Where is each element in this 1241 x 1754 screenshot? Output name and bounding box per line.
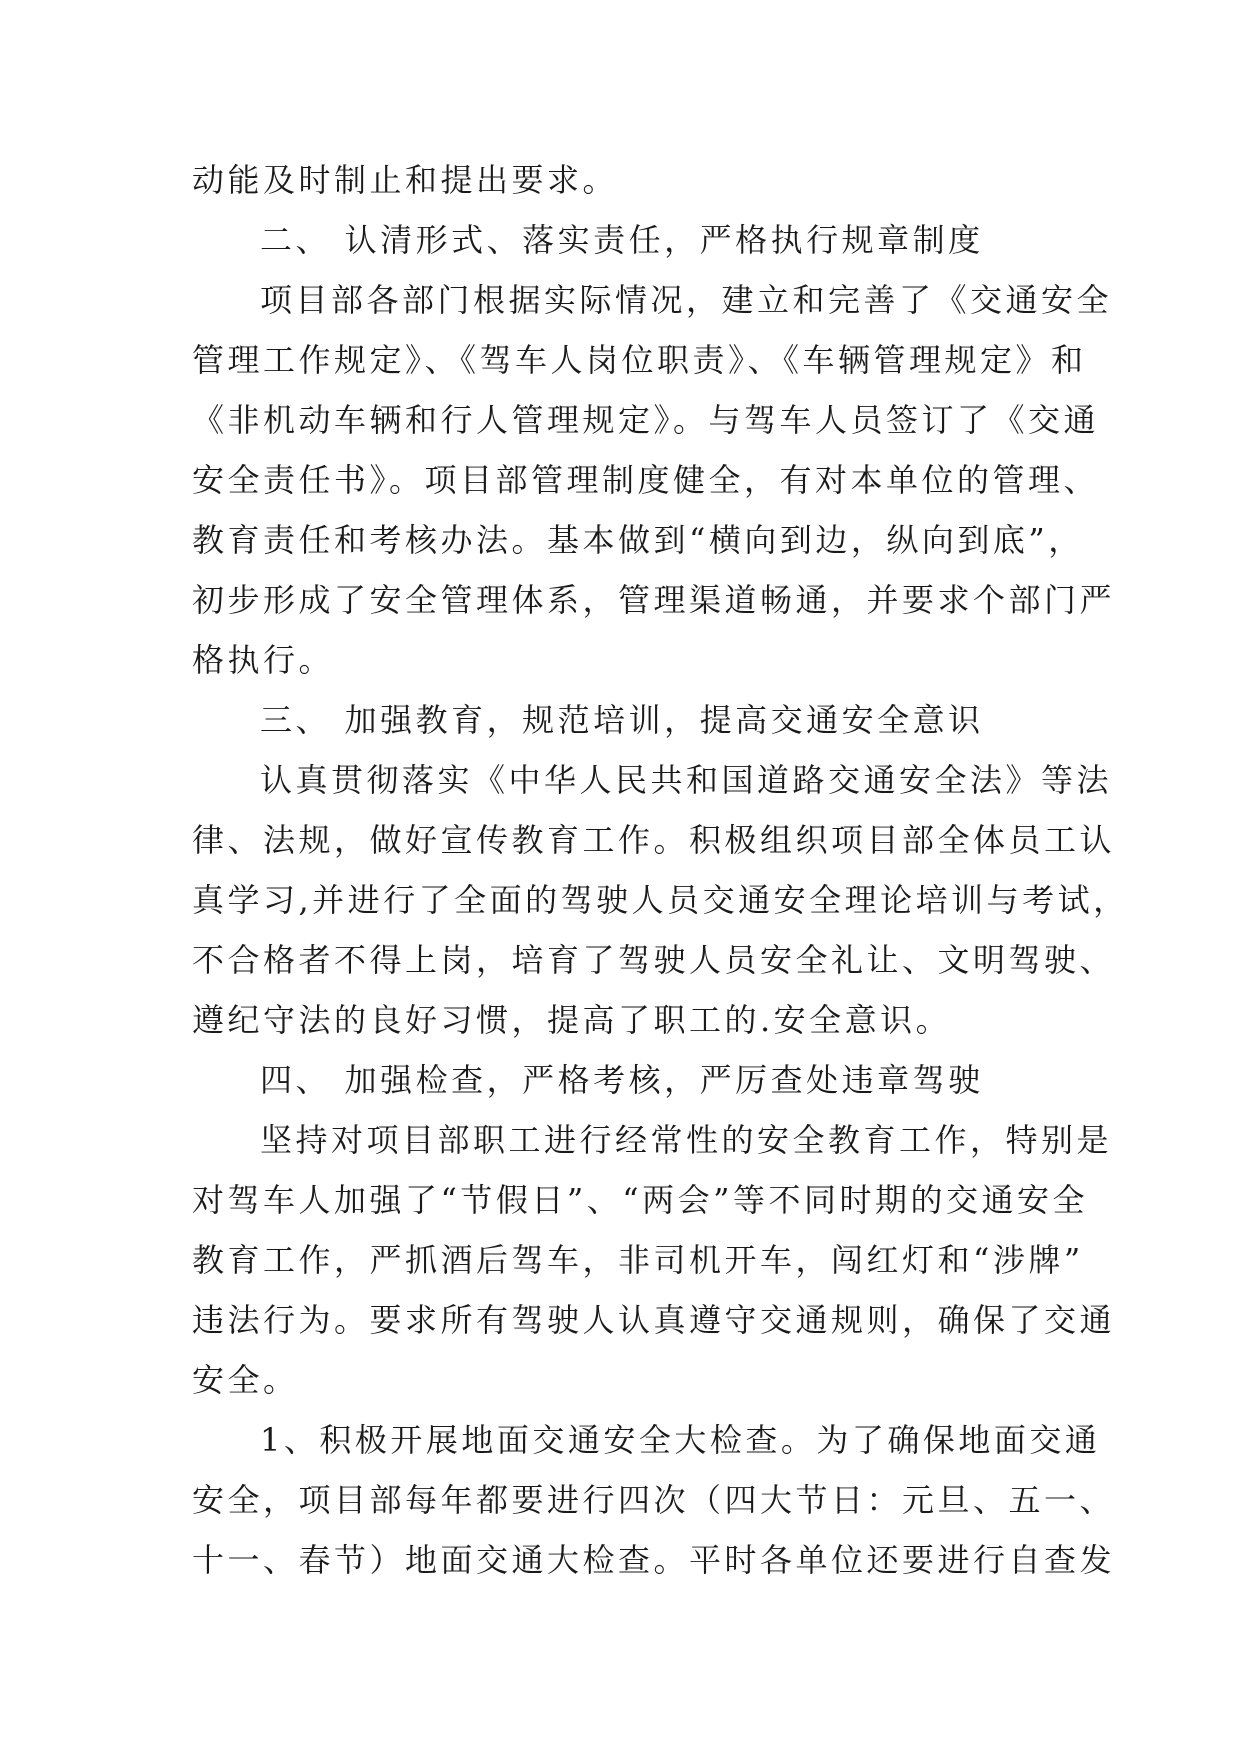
paragraph-line: 《非机动车辆和行人管理规定》。与驾车人员签订了《交通 [192,401,1100,439]
paragraph-line: 十一、春节）地面交通大检查。平时各单位还要进行自查发 [192,1541,1116,1579]
section-heading-4: 四、 加强检查，严格考核，严厉查处违章驾驶 [260,1061,984,1099]
section-heading-2: 二、 认清形式、落实责任，严格执行规章制度 [260,221,984,259]
paragraph-line: 对驾车人加强了“节假日”、“两会”等不同时期的交通安全 [192,1181,1088,1219]
paragraph-line: 不合格者不得上岗，培育了驾驶人员安全礼让、文明驾驶、 [192,941,1116,979]
document-body [192,150,1129,1590]
numbered-item-1: 1、积极开展地面交通安全大检查。为了确保地面交通 [260,1421,1101,1459]
paragraph-line: 安全，项目部每年都要进行四次（四大节日：元旦、五一、 [192,1481,1116,1519]
paragraph-line: 管理工作规定》、《驾车人岗位职责》、《车辆管理规定》和 [192,341,1087,379]
paragraph-line: 坚持对项目部职工进行经常性的安全教育工作，特别是 [260,1121,1113,1159]
paragraph-line: 格执行。 [192,641,335,679]
paragraph-line: 初步形成了安全管理体系，管理渠道畅通，并要求个部门严 [192,581,1116,619]
paragraph-line: 安全。 [192,1361,299,1399]
paragraph-line: 项目部各部门根据实际情况，建立和完善了《交通安全 [260,281,1113,319]
paragraph-line: 认真贯彻落实《中华人民共和国道路交通安全法》等法 [260,761,1113,799]
section-heading-3: 三、 加强教育，规范培训，提高交通安全意识 [260,701,984,739]
paragraph-line: 安全责任书》。项目部管理制度健全，有对本单位的管理、 [192,461,1100,499]
paragraph-line: 教育工作，严抓酒后驾车，非司机开车，闯红灯和“涉牌” [192,1241,1084,1279]
paragraph-line: 教育责任和考核办法。基本做到“横向到边，纵向到底”， [192,521,1084,559]
paragraph-line: 违法行为。要求所有驾驶人认真遵守交通规则，确保了交通 [192,1301,1116,1339]
paragraph-line: 律、法规，做好宣传教育工作。积极组织项目部全体员工认 [192,821,1116,859]
paragraph-line: 真学习,并进行了全面的驾驶人员交通安全理论培训与考试， [192,881,1129,919]
paragraph-line: 动能及时制止和提出要求。 [192,161,619,199]
paragraph-line: 遵纪守法的良好习惯，提高了职工的.安全意识。 [192,1001,952,1039]
